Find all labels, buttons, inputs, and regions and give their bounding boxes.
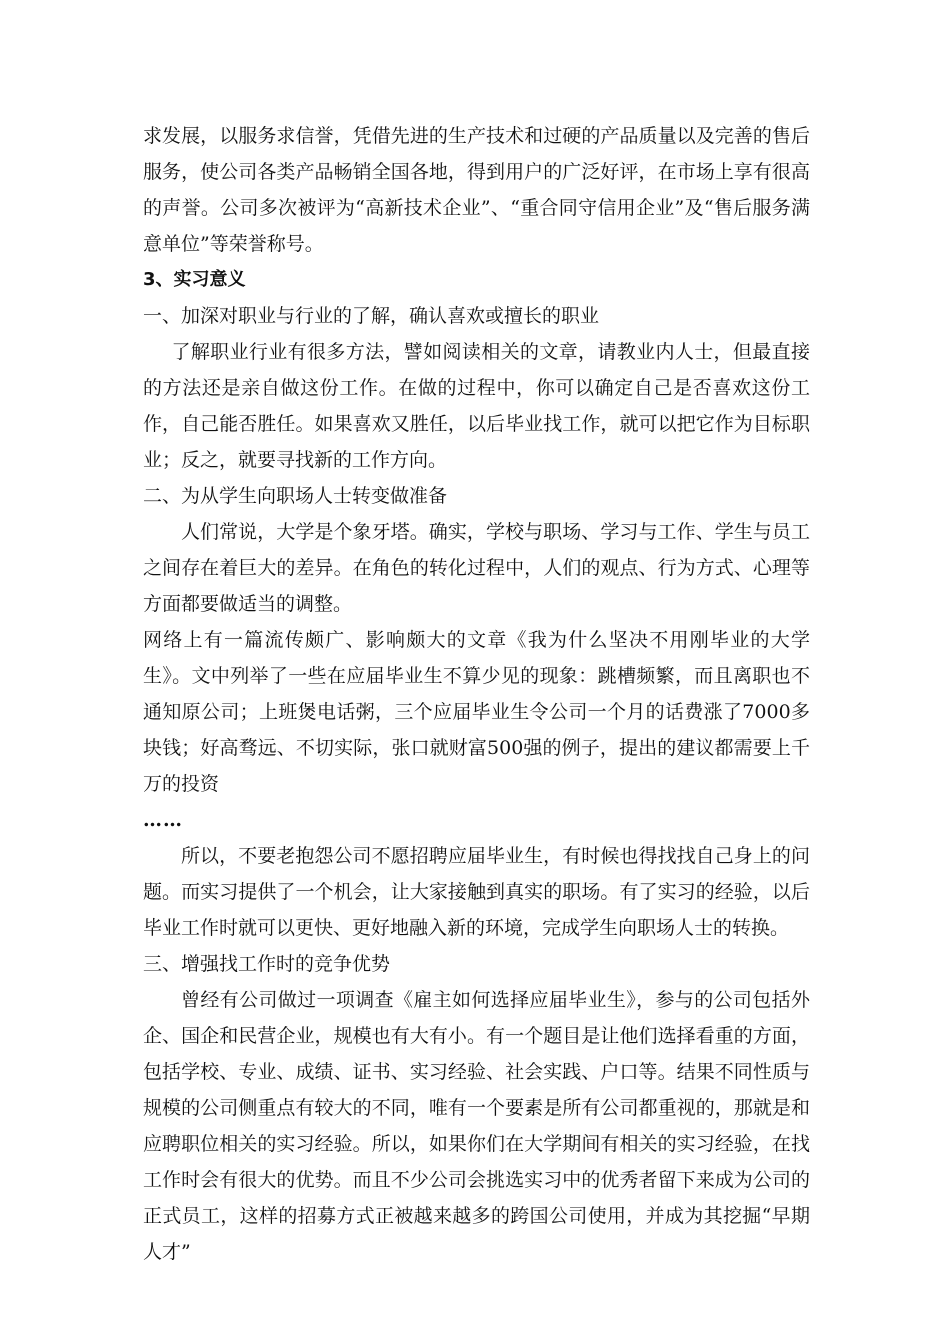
section-heading: 3、实习意义	[143, 269, 246, 290]
sub2-paragraph-3: 所以，不要老抱怨公司不愿招聘应届毕业生，有时候也得找找自己身上的问题。而实习提供了一个机会，让大家接触到真实的职场。有了实习的经验，以后毕业工作时就可以更快、更好地融入新的环境，完成学生向职场人士的转换。	[143, 845, 810, 939]
sub3-paragraph: 曾经有公司做过一项调查《雇主如何选择应届毕业生》，参与的公司包括外企、国企和民营企业，规模也有大有小。有一个题目是让他们选择看重的方面，包括学校、专业、成绩、证书、实习经验、社会实践、户口等。结果不同性质与规模的公司侧重点有较大的不同，唯有一个要素是所有公司都重视的，那就是和应聘职位相关的实习经验。所以，如果你们在大学期间有相关的实习经验，在找工作时会有很大的优势。而且不少公司会挑选实习中的优秀者留下来成为公司的正式员工，这样的招募方式正被越来越多的跨国公司使用，并成为其挖掘“早期人才”	[143, 989, 810, 1263]
sub2-paragraph-2: 网络上有一篇流传颇广、影响颇大的文章《我为什么坚决不用刚毕业的大学生》。文中列举了一些在应届毕业生不算少见的现象：跳槽频繁，而且离职也不通知原公司；上班煲电话粥，三个应届毕业生令公司一个月的话费涨了7000多块钱；好高骛远、不切实际，张口就财富500强的例子，提出的建议都需要上千万的投资	[143, 629, 810, 795]
sub2-paragraph-1: 人们常说，大学是个象牙塔。确实，学校与职场、学习与工作、学生与员工之间存在着巨大的差异。在角色的转化过程中，人们的观点、行为方式、心理等方面都要做适当的调整。	[143, 521, 810, 615]
sub2-ellipsis: ……	[143, 809, 183, 831]
subheading-1: 一、加深对职业与行业的了解，确认喜欢或擅长的职业	[143, 305, 600, 327]
subheading-2: 二、为从学生向职场人士转变做准备	[143, 485, 448, 507]
intro-paragraph: 求发展，以服务求信誉，凭借先进的生产技术和过硬的产品质量以及完善的售后服务，使公司各类产品畅销全国各地，得到用户的广泛好评，在市场上享有很高的声誉。公司多次被评为“高新技术企业”、“重合同守信用企业”及“售后服务满意单位”等荣誉称号。	[143, 125, 810, 255]
subheading-3: 三、增强找工作时的竞争优势	[143, 953, 391, 975]
document-page	[143, 118, 810, 1270]
sub1-paragraph: 了解职业行业有很多方法，譬如阅读相关的文章，请教业内人士，但最直接的方法还是亲自做这份工作。在做的过程中，你可以确定自己是否喜欢这份工作，自己能否胜任。如果喜欢又胜任，以后毕业找工作，就可以把它作为目标职业；反之，就要寻找新的工作方向。	[143, 341, 810, 471]
